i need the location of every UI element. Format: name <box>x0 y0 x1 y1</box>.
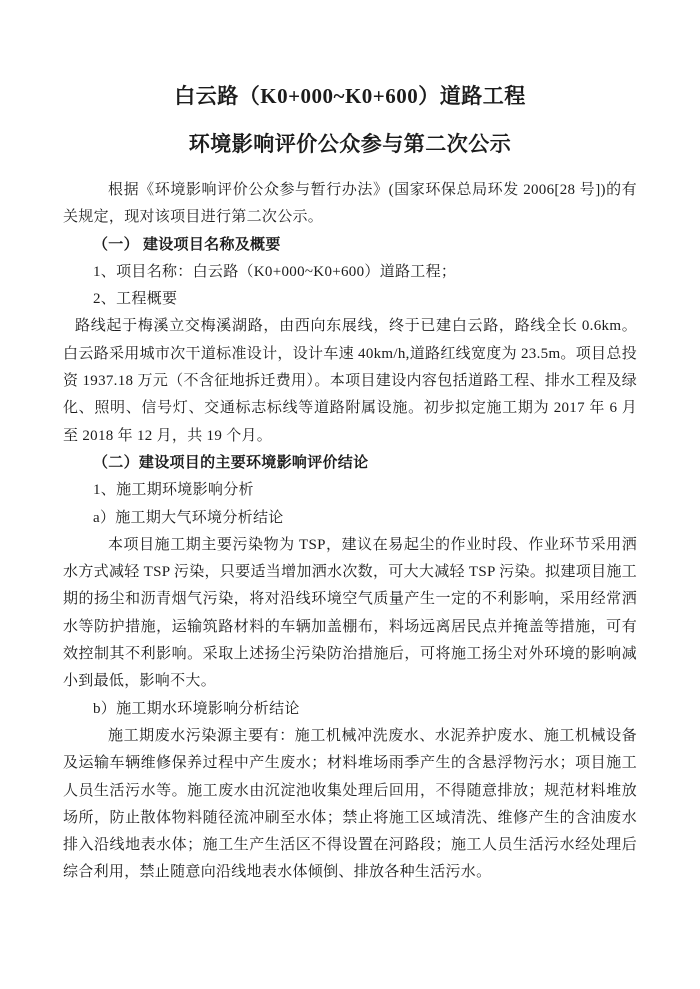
document-title <box>63 72 637 168</box>
intro-paragraph: 根据《环境影响评价公众参与暂行办法》(国家环保总局环发 2006[28 号])的有关规定，现对该项目进行第二次公示。 <box>63 182 637 226</box>
air-analysis-paragraph: 本项目施工期主要污染物为 TSP，建议在易起尘的作业时段、作业环节采用洒水方式减轻 TSP 污染，只要适当增加洒水次数，可大大减轻 TSP 污染。拟建项目施工期的扬尘和沥青烟气污染，将对沿线环境空气质量产生一定的不利影响，采用经常洒水等防护措施，运输筑路材料的车辆加盖棚布，料场远离居民点并掩盖等措施，可有效控制其不利影响。采取上述扬尘污染防治措施后，可将施工扬尘对外环境的影响减小到最低，影响不大。 <box>63 536 637 690</box>
project-summary-paragraph: 路线起于梅溪立交梅溪湖路，由西向东展线，终于已建白云路，路线全长 0.6km。白云路采用城市次干道标准设计，设计车速 40km/h,道路红线宽度为 23.5m。项目总投资 1937.18 万元（不含征地拆迁费用）。本项目建设内容包括道路工程、排水工程及绿化、照明、信号灯、交通标志标线等道路附属设施。初步拟定施工期为 2017 年 6 月至 2018 年 12 月，共 19 个月。 <box>63 318 637 444</box>
document-title-line-1: 白云路（K0+000~K0+600）道路工程 <box>174 84 526 108</box>
document-body <box>63 177 637 887</box>
air-analysis-item: a）施工期大气环境分析结论 <box>93 509 284 526</box>
section-1-heading: （一） 建设项目名称及概要 <box>93 236 281 253</box>
section-2-heading: （二）建设项目的主要环境影响评价结论 <box>93 454 369 471</box>
project-summary-item: 2、工程概要 <box>93 291 178 308</box>
water-analysis-item: b）施工期水环境影响分析结论 <box>93 700 300 717</box>
water-analysis-paragraph: 施工期废水污染源主要有：施工机械冲洗废水、水泥养护废水、施工机械设备及运输车辆维修保养过程中产生废水；材料堆场雨季产生的含悬浮物污水；项目施工人员生活污水等。施工废水由沉淀池收集处理后回用，不得随意排放；规范材料堆放场所，防止散体物料随径流冲刷至水体；禁止将施工区域清洗、维修产生的含油废水排入沿线地表水体；施工生产生活区不得设置在河路段；施工人员生活污水经处理后综合利用，禁止随意向沿线地表水体倾倒、排放各种生活污水。 <box>63 727 637 881</box>
construction-impact-item: 1、施工期环境影响分析 <box>93 482 254 499</box>
document-title-line-2: 环境影响评价公众参与第二次公示 <box>188 132 512 156</box>
project-name-item: 1、项目名称：白云路（K0+000~K0+600）道路工程； <box>93 263 457 280</box>
